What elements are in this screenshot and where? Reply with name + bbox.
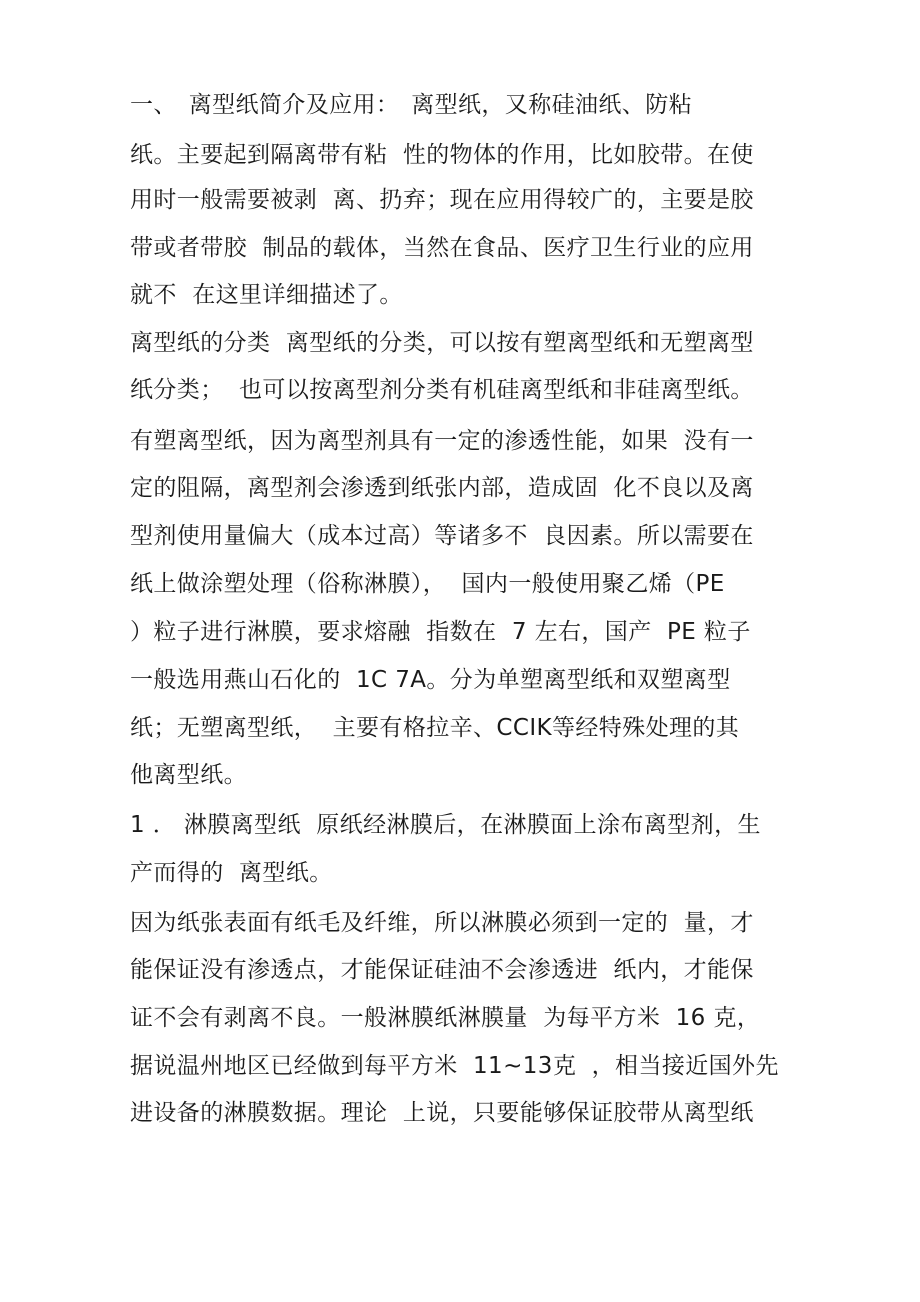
text-line: 据说温州地区已经做到每平方米 11~13克 ，相当接近国外先 bbox=[130, 1053, 779, 1079]
text-line: 纸分类； 也可以按离型剂分类有机硅离型纸和非硅离型纸。 bbox=[130, 377, 754, 403]
text-line: 离型纸的分类 离型纸的分类，可以按有塑离型纸和无塑离型 bbox=[130, 330, 754, 356]
text-line: 他离型纸。 bbox=[130, 762, 247, 788]
text-line: 产而得的 离型纸。 bbox=[130, 860, 333, 886]
text-line: 1 ． 淋膜离型纸 原纸经淋膜后，在淋膜面上涂布离型剂，生 bbox=[130, 812, 761, 838]
text-line: 用时一般需要被剥 离、扔弃；现在应用得较广的，主要是胶 bbox=[130, 187, 754, 213]
text-line: 能保证没有渗透点，才能保证硅油不会渗透进 纸内，才能保 bbox=[130, 957, 754, 983]
text-line: 有塑离型纸，因为离型剂具有一定的渗透性能，如果 没有一 bbox=[130, 428, 754, 454]
text-line: 纸；无塑离型纸， 主要有格拉辛、CCIK等经特殊处理的其 bbox=[130, 715, 740, 741]
text-line: 因为纸张表面有纸毛及纤维，所以淋膜必须到一定的 量，才 bbox=[130, 910, 754, 936]
text-line: 带或者带胶 制品的载体，当然在食品、医疗卫生行业的应用 bbox=[130, 235, 754, 261]
text-line: ）粒子进行淋膜，要求熔融 指数在 7 左右，国产 PE 粒子 bbox=[130, 619, 751, 645]
text-line: 一、 离型纸简介及应用： 离型纸，又称硅油纸、防粘 bbox=[130, 92, 692, 118]
text-line: 定的阻隔，离型剂会渗透到纸张内部，造成固 化不良以及离 bbox=[130, 475, 754, 501]
text-line: 就不 在这里详细描述了。 bbox=[130, 282, 403, 308]
text-line: 证不会有剥离不良。一般淋膜纸淋膜量 为每平方米 16 克， bbox=[130, 1005, 761, 1031]
text-line: 型剂使用量偏大（成本过高）等诸多不 良因素。所以需要在 bbox=[130, 523, 754, 549]
text-line: 一般选用燕山石化的 1C 7A。分为单塑离型纸和双塑离型 bbox=[130, 667, 731, 693]
text-line: 进设备的淋膜数据。理论 上说，只要能够保证胶带从离型纸 bbox=[130, 1100, 754, 1126]
text-line: 纸上做涂塑处理（俗称淋膜）， 国内一般使用聚乙烯（PE bbox=[130, 571, 725, 597]
text-line: 纸。主要起到隔离带有粘 性的物体的作用，比如胶带。在使 bbox=[130, 142, 754, 168]
